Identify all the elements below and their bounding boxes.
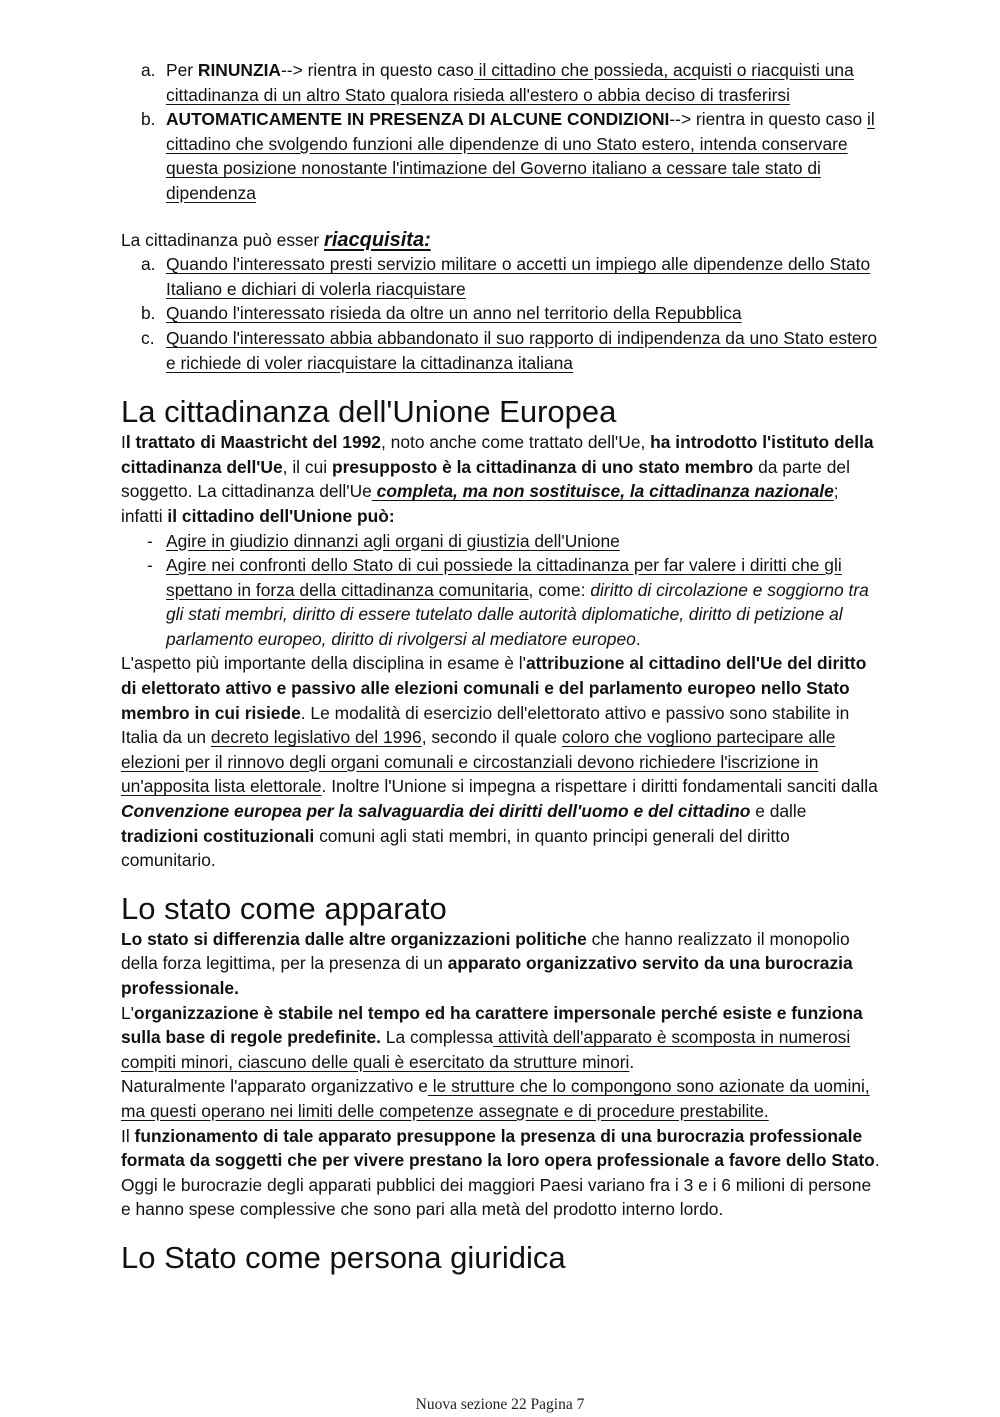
text: da parte del soggetto. La cittadinanza dell'Ue	[121, 456, 850, 502]
emphasis-text: completa, ma non sostituisce, la cittadinanza nazionale	[371, 481, 834, 502]
text: .	[635, 628, 641, 649]
text: La complessa	[380, 1027, 494, 1048]
text: La cittadinanza può esser	[121, 229, 325, 250]
bold-text: il cittadino dell'Unione può:	[167, 505, 395, 526]
text: --> rientra in questo caso	[281, 60, 474, 80]
underlined-text: coloro che vogliono partecipare alle elezioni per il rinnovo degli organi comunali e circostanziali devono richiedere l'iscrizione in un'apposita lista elettorale	[121, 727, 836, 797]
text: . Le modalità di esercizio dell'elettorato attivo e passivo sono stabilite in Italia da un	[121, 702, 850, 748]
text: .	[629, 1051, 635, 1072]
text: , come:	[528, 579, 591, 600]
list-item-rinunzia	[121, 58, 881, 107]
list-item-automatica	[121, 107, 881, 205]
bold-text: presupposto è la cittadinanza di uno stato membro	[331, 456, 754, 477]
text: ; infatti	[121, 481, 839, 526]
list-marker: b.	[141, 109, 156, 130]
paragraph	[121, 927, 881, 1001]
paragraph	[121, 430, 881, 528]
text: L'	[121, 1002, 134, 1023]
bold-text: Lo stato si differenzia dalle altre organizzazioni politiche	[121, 928, 587, 949]
text: . Oggi le burocrazie degli apparati pubblici dei maggiori Paesi variano fra i 3 e i 6 milioni di persone e hanno spese complessive che sono pari alla metà del prodotto interno lordo.	[121, 1150, 880, 1220]
section-heading-persona-giuridica: Lo Stato come persona giuridica	[121, 1239, 566, 1275]
list-marker: a.	[141, 254, 156, 275]
underlined-text: Quando l'interessato presti servizio militare o accetti un impiego alle dipendenze dello Stato Italiano e dichiari di volerla riacquistare	[166, 254, 871, 299]
text: , il cui	[282, 456, 332, 477]
underlined-text: decreto legislativo del 1996	[210, 727, 422, 748]
paragraph	[121, 651, 881, 872]
bold-text: funzionamento di tale apparato presuppone la presenza di una burocrazia professionale formata da soggetti che per vivere prestano la loro opera professionale a favore dello Stato	[121, 1125, 875, 1171]
text: , noto anche come trattato dell'Ue,	[380, 432, 651, 453]
list-marker: b.	[141, 303, 156, 324]
underlined-text: Agire nei confronti dello Stato di cui possiede la cittadinanza per far valere i diritti che gli spettano in forza della cittadinanza comunitaria	[166, 555, 842, 600]
page-footer: Nuova sezione 22 Pagina 7	[415, 1396, 585, 1413]
bold-text: tradizioni costituzionali	[121, 825, 315, 846]
underlined-text: Quando l'interessato risieda da oltre un anno nel territorio della Repubblica	[166, 303, 742, 324]
text: Naturalmente l'apparato organizzativo e	[121, 1076, 428, 1097]
underlined-text: le strutture che lo compongono sono azionate da uomini, ma questi operano nei limiti delle competenze assegnate e di procedure prestabilite.	[121, 1076, 870, 1121]
emphasis-text: riacquisita:	[324, 228, 431, 251]
bold-text: RINUNZIA	[197, 60, 281, 80]
paragraph	[121, 1124, 881, 1222]
italic-text: diritto di circolazione e soggiorno tra gli stati membri, diritto di essere tutelato dalle autorità diplomatiche, diritto di petizione al parlamento europeo, diritto di rivolgersi al mediatore europeo	[166, 579, 869, 649]
list-item	[121, 326, 881, 375]
text: I	[121, 432, 126, 453]
text: e dalle	[750, 801, 807, 822]
emphasis-text: Convenzione europea per la salvaguardia dei diritti dell'uomo e del cittadino	[121, 801, 751, 822]
section-heading-ue: La cittadinanza dell'Unione Europea	[121, 394, 617, 430]
text: . Inoltre l'Unione si impegna a rispettare i diritti fondamentali sanciti dalla	[321, 776, 878, 797]
bold-text: organizzazione è stabile nel tempo ed ha carattere impersonale perché esiste e funziona sulla base di regole predefinite.	[121, 1002, 863, 1048]
text: Il	[121, 1125, 135, 1146]
bold-text: attribuzione al cittadino dell'Ue del diritto di elettorato attivo e passivo alle elezioni comunali e del parlamento europeo nello Stato membro in cui risiede	[121, 653, 867, 723]
underlined-text: il cittadino che svolgendo funzioni alle dipendenze di uno Stato estero, intenda conservare questa posizione nonostante l'intimazione del Governo italiano a cessare tale stato di dipendenza	[166, 109, 875, 203]
text: --> rientra in questo caso	[669, 109, 868, 130]
bold-text: apparato organizzativo servito da una burocrazia professionale.	[121, 953, 853, 998]
list-marker: -	[147, 530, 153, 551]
list-marker: a.	[141, 60, 156, 80]
list-item	[121, 252, 881, 301]
list-item	[121, 301, 881, 326]
underlined-text: Quando l'interessato abbia abbandonato il suo rapporto di indipendenza da uno Stato estero e richiede di voler riacquistare la cittadinanza italiana	[166, 327, 878, 373]
underlined-text: il cittadino che possieda, acquisti o riacquisti una cittadinanza di un altro Stato qualora risieda all'estero o abbia deciso di trasferirsi	[166, 60, 854, 105]
paragraph	[121, 1074, 881, 1123]
text: comuni agli stati membri, in quanto principi generali del diritto comunitario.	[121, 825, 790, 871]
underlined-text: attività dell'apparato è scomposta in numerosi compiti minori, ciascuno delle quali è esercitato da strutture minori	[121, 1027, 851, 1072]
paragraph	[121, 1001, 881, 1075]
reacquisition-intro	[121, 228, 881, 253]
bold-text: AUTOMATICAMENTE IN PRESENZA DI ALCUNE CONDIZIONI	[166, 109, 670, 130]
section-heading-apparato: Lo stato come apparato	[121, 890, 447, 926]
text: Per	[166, 60, 198, 80]
text: L'aspetto più importante della disciplina in esame è l'	[121, 653, 526, 674]
bold-text: ha introdotto l'istituto della cittadinanza dell'Ue	[121, 432, 874, 477]
bold-text: l trattato di Maastricht del 1992	[125, 432, 381, 453]
underlined-text: Agire in giudizio dinnanzi agli organi di giustizia dell'Unione	[166, 530, 620, 551]
list-marker: -	[147, 555, 153, 576]
dash-item	[121, 529, 881, 554]
text: che hanno realizzato il monopolio della forza legittima, per la presenza di un	[121, 928, 850, 974]
text: , secondo il quale	[421, 727, 562, 748]
document-page	[121, 58, 881, 1276]
dash-item	[121, 553, 881, 651]
list-marker: c.	[141, 327, 155, 348]
